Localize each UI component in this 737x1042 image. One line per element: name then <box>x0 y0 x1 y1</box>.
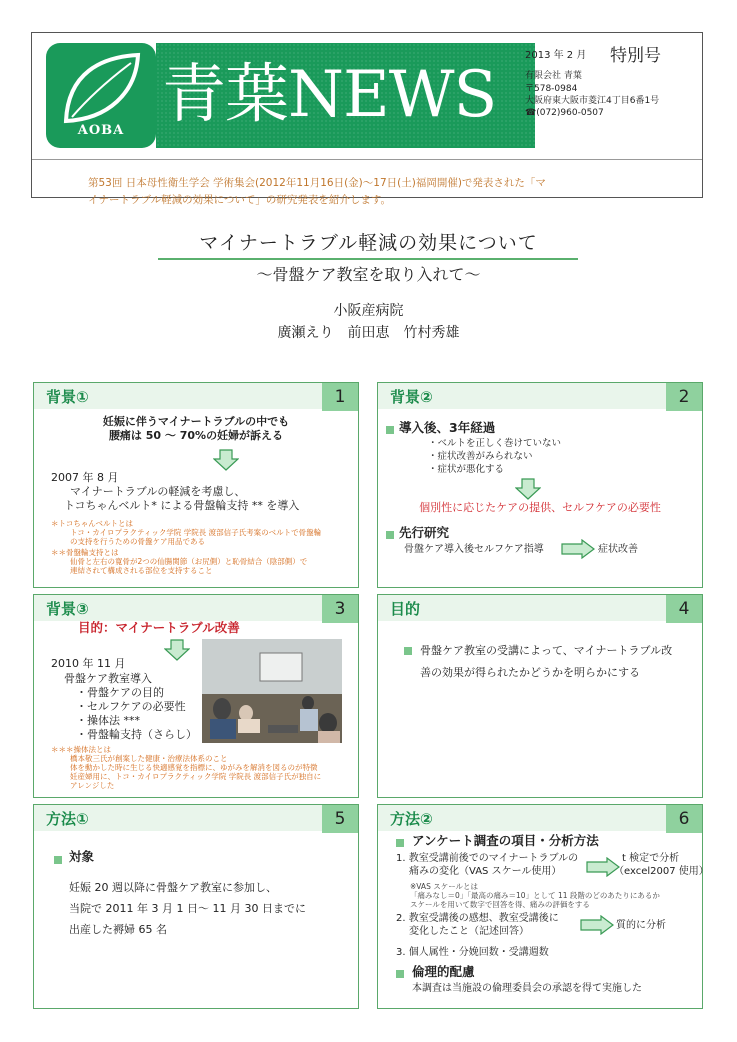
panel-background-1: 背景① 1 妊娠に伴うマイナートラブルの中でも 腰痛は 50 〜 70%の妊婦が訴える 2007 年 8 月 マイナートラブルの軽減を考慮し、 トコちゃんベルト* による骨盤輪支持 ** を導入 ＊トコちゃんベルトとは トコ・カイロプラクティック学院 学院長 渡部信子氏考案のベルトで骨盤輪 の支持を行うための骨盤ケア用品である ＊＊骨盤輪支持とは 仙骨と左右の寛骨が2つの仙腸関節（お尻側）と恥骨結合（陰部側）で 連結されて構成される部位を支持すること <box>33 382 359 588</box>
panel-number: 1 <box>322 383 358 411</box>
title-underline <box>158 258 578 260</box>
panel-background-5: 方法① 5 対象 妊娠 20 週以降に骨盤ケア教室に参加し、 当院で 2011 年 3 月 1 日〜 11 月 30 日までに 出産した褥婦 65 名 <box>33 804 359 1009</box>
header-divider <box>32 159 702 160</box>
class-photo <box>202 639 342 743</box>
main-title: マイナートラブル軽減の効果について <box>199 232 538 254</box>
bullet-icon <box>396 839 404 847</box>
issue-date: 2013 年 2 月 <box>525 50 587 61</box>
title-banner <box>156 43 535 148</box>
bullet-icon <box>386 426 394 434</box>
aoba-logo <box>46 43 156 148</box>
panel-background-4: 目的 4 骨盤ケア教室の受講によって、マイナートラブル改 善の効果が得られたかどうかを明らかにする <box>377 594 703 798</box>
company-address: 大阪府東大阪市菱江4丁目6番1号 <box>525 96 660 106</box>
panel-number: 3 <box>322 595 358 623</box>
panel-title: 背景③ <box>46 600 89 618</box>
panel-background-6: 方法② 6 アンケート調査の項目・分析方法 1. 教室受講前後でのマイナートラブルの 痛みの変化（VAS スケール使用） t 検定で分析 （excel2007 使用） ※VAS スケールとは 「痛みなし＝0」「最高の痛み＝10」として 11 段階のどのあたりにあるか スケールを用いて数字で回答を得、痛みの評価をする 2. 教室受講後の感想、教室受講後に 変化したこと（記述回答） 質的に分析 3. 個人属性・分娩回数・受講週数 倫理的配慮 本調査は当施設の倫理委員会の承認を得て実施した <box>377 804 703 1009</box>
logo-text: AOBA <box>77 123 125 138</box>
right-arrow-icon <box>580 915 614 935</box>
hospital-name: 小阪産病院 <box>333 303 404 319</box>
panel-title: 目的 <box>390 600 421 618</box>
panel-title: 背景① <box>46 388 89 406</box>
bullet-icon <box>404 647 412 655</box>
authors: 廣瀬えり 前田恵 竹村秀雄 <box>277 325 460 341</box>
panel-title: 方法② <box>390 810 433 828</box>
panel-number: 2 <box>666 383 702 411</box>
panel-number: 4 <box>666 595 702 623</box>
issue-special: 特別号 <box>610 46 661 66</box>
down-arrow-icon <box>164 639 190 661</box>
panel-title: 方法① <box>46 810 89 828</box>
sub-title: 〜骨盤ケア教室を取り入れて〜 <box>256 265 481 284</box>
down-arrow-icon <box>213 449 239 471</box>
newsletter-header <box>31 32 703 206</box>
company-postal: 〒578-0984 <box>525 84 578 94</box>
panel-background-2: 背景② 2 導入後、3年経過 ・ベルトを正しく巻けていない ・症状改善がみられない ・症状が悪化する 個別性に応じたケアの提供、セルフケアの必要性 先行研究 骨盤ケア導入後セルフケア指導 症状改善 <box>377 382 703 588</box>
intro-text: 第53回 日本母性衛生学会 学術集会(2012年11月16日(金)〜17日(土)福岡開催)で発表された「マ イナートラブル軽減の効果について」の研究発表を紹介します。 <box>88 177 546 206</box>
panel-title: 背景② <box>390 388 433 406</box>
bullet-icon <box>396 970 404 978</box>
panel-background-3: 背景③ 3 目的：マイナートラブル改善 2010 年 11 月 骨盤ケア教室導入 ・骨盤ケアの目的 ・セルフケアの必要性 ・操体法 *** ・骨盤輪支持（さらし） ＊＊＊操体法とは 橋本敬三氏が創案した健康・治療法体系のこと 体を動かした時に生じる快適感覚を指標に、ゆがみを解消を図るのが特徴 妊産婦用に、トコ・カイロプラクティック学院 学院長 渡部信子氏が独自に アレンジした <box>33 594 359 798</box>
company-name: 有限会社 青葉 <box>525 71 582 81</box>
panel-number: 5 <box>322 805 358 833</box>
bullet-icon <box>54 856 62 864</box>
company-phone: ☎(072)960-0507 <box>525 108 604 118</box>
bullet-icon <box>386 531 394 539</box>
right-arrow-icon <box>561 539 595 559</box>
panel-number: 6 <box>666 805 702 833</box>
down-arrow-icon <box>515 478 541 500</box>
newsletter-title: 青葉NEWS <box>162 58 497 132</box>
